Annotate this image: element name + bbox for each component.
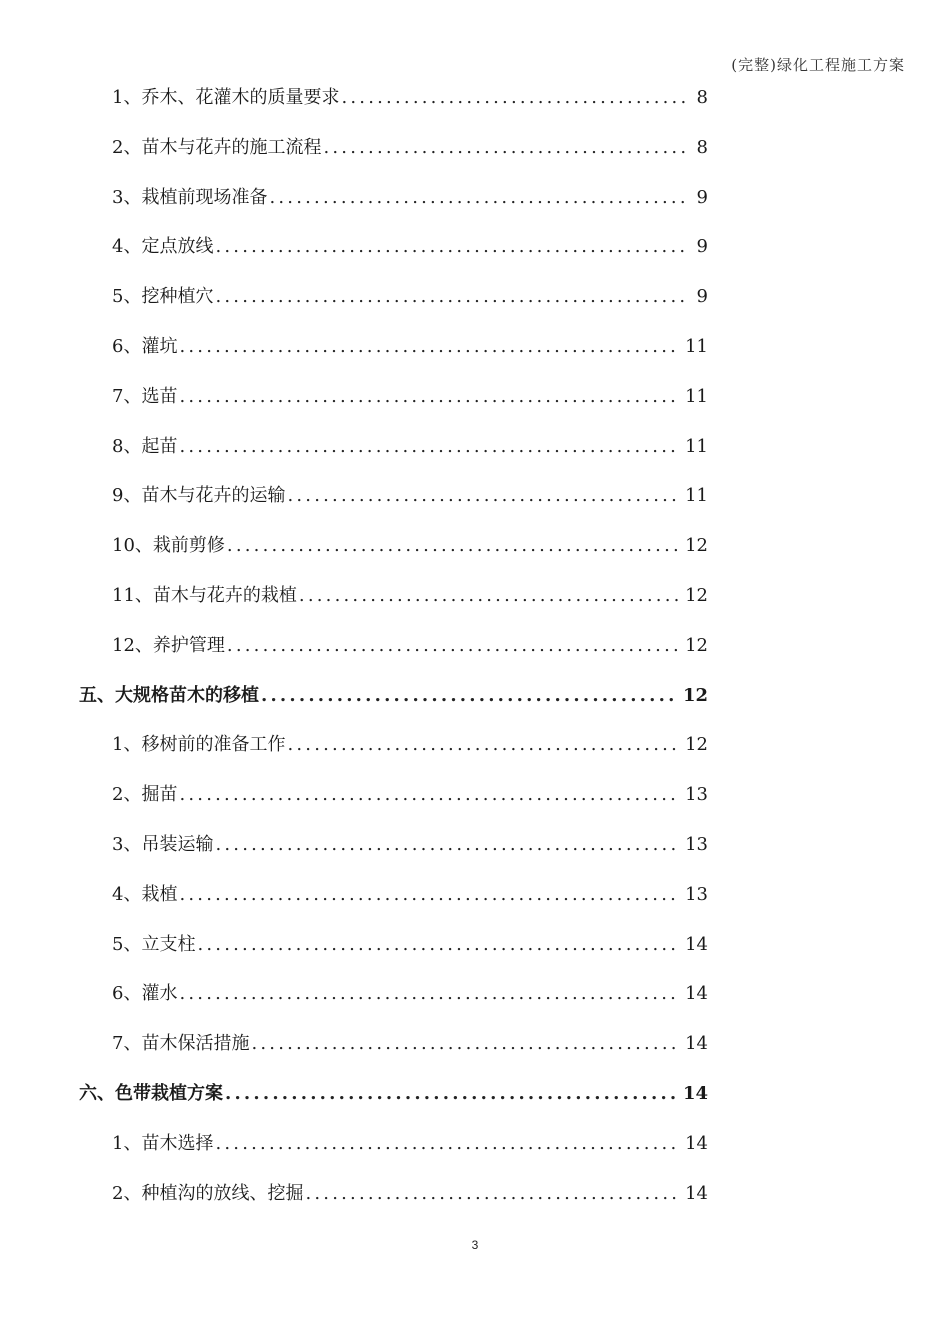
toc-leader-dots <box>179 436 679 457</box>
toc-entry[interactable] <box>112 730 708 760</box>
toc-section-entry[interactable] <box>79 1079 708 1109</box>
toc-entry-title: 1、乔木、花灌木的质量要求 <box>112 87 340 108</box>
toc-section-entry[interactable] <box>79 681 708 711</box>
toc-leader-dots <box>215 236 690 257</box>
toc-leader-dots <box>179 784 679 805</box>
toc-entry-title: 六、色带栽植方案 <box>79 1083 223 1104</box>
toc-entry[interactable] <box>112 581 708 611</box>
toc-entry-page: 13 <box>685 883 708 905</box>
toc-entry-title: 10、栽前剪修 <box>112 535 225 557</box>
toc-entry[interactable] <box>112 332 708 362</box>
toc-leader-dots <box>251 1033 679 1054</box>
toc-entry[interactable] <box>112 830 708 860</box>
toc-entry-title: 11、苗木与花卉的栽植 <box>112 585 297 606</box>
toc-entry-title: 12、养护管理 <box>112 634 225 656</box>
toc-entry[interactable] <box>112 133 708 163</box>
toc-entry[interactable] <box>112 382 708 412</box>
toc-entry-page: 12 <box>682 684 708 706</box>
toc-entry-title: 2、苗木与花卉的施工流程 <box>112 136 322 158</box>
toc-entry-title: 2、掘苗 <box>112 784 178 806</box>
toc-leader-dots <box>227 535 679 556</box>
toc-entry-title: 7、苗木保活措施 <box>112 1033 250 1055</box>
toc-entry[interactable] <box>112 481 708 511</box>
toc-leader-dots <box>215 286 690 307</box>
toc-entry[interactable] <box>112 282 708 312</box>
toc-entry-page: 14 <box>685 1182 708 1204</box>
toc-entry[interactable] <box>112 183 708 213</box>
toc-entry[interactable] <box>112 631 708 661</box>
toc-entry-page: 13 <box>685 784 708 806</box>
toc-entry-page: 8 <box>696 136 708 158</box>
toc-entry-title: 五、大规格苗木的移植 <box>79 684 259 706</box>
toc-entry-page: 9 <box>696 286 708 308</box>
toc-entry-page: 12 <box>685 585 708 606</box>
toc-entry-page: 9 <box>696 236 708 258</box>
toc-leader-dots <box>215 834 679 855</box>
toc-entry-page: 14 <box>685 983 708 1005</box>
toc-leader-dots <box>179 983 679 1004</box>
toc-leader-dots <box>287 734 679 755</box>
toc-entry-title: 3、栽植前现场准备 <box>112 186 268 208</box>
toc-entry-title: 6、灌水 <box>112 983 178 1005</box>
toc-entry-title: 1、移树前的准备工作 <box>112 734 286 756</box>
toc-entry[interactable] <box>112 979 708 1009</box>
toc-entry-page: 13 <box>685 834 708 855</box>
toc-entry-title: 1、苗木选择 <box>112 1132 214 1154</box>
toc-entry-page: 12 <box>685 634 708 656</box>
toc-entry-title: 2、种植沟的放线、挖掘 <box>112 1182 304 1204</box>
toc-leader-dots <box>299 585 679 606</box>
toc-entry-title: 4、栽植 <box>112 883 178 905</box>
toc-entry[interactable] <box>112 1179 708 1209</box>
toc-leader-dots <box>269 187 690 208</box>
toc-entry-title: 4、定点放线 <box>112 236 214 258</box>
toc-entry[interactable] <box>112 83 708 113</box>
toc-leader-dots <box>323 137 690 158</box>
toc-entry-page: 14 <box>682 1083 708 1104</box>
toc-entry-title: 9、苗木与花卉的运输 <box>112 485 286 507</box>
toc-leader-dots <box>225 1083 677 1104</box>
toc-entry-title: 8、起苗 <box>112 435 178 457</box>
toc-entry[interactable] <box>112 930 708 960</box>
toc-entry[interactable] <box>112 1029 708 1059</box>
toc-entry[interactable] <box>112 780 708 810</box>
toc-entry[interactable] <box>112 232 708 262</box>
toc-entry[interactable] <box>112 432 708 462</box>
toc-leader-dots <box>261 685 677 706</box>
toc-entry-title: 5、立支柱 <box>112 933 196 955</box>
toc-entry[interactable] <box>112 531 708 561</box>
toc-entry-page: 8 <box>696 87 708 108</box>
toc-entry-page: 14 <box>685 1132 708 1154</box>
toc-entry-title: 7、选苗 <box>112 385 178 407</box>
toc-entry-page: 11 <box>685 485 708 507</box>
toc-entry-page: 11 <box>685 385 708 407</box>
page-number: 3 <box>471 1238 479 1252</box>
toc-leader-dots <box>197 934 679 955</box>
toc-entry-page: 11 <box>685 336 708 357</box>
toc-entry-page: 12 <box>685 734 708 756</box>
toc-leader-dots <box>215 1133 679 1154</box>
toc-leader-dots <box>305 1183 679 1204</box>
toc-entry-title: 6、灌坑 <box>112 336 178 357</box>
toc-entry[interactable] <box>112 1129 708 1159</box>
toc-leader-dots <box>179 884 679 905</box>
document-header: (完整)绿化工程施工方案 <box>731 56 905 74</box>
toc-entry-page: 9 <box>696 186 708 208</box>
toc-entry[interactable] <box>112 880 708 910</box>
toc-leader-dots <box>227 635 679 656</box>
toc-entry-page: 14 <box>685 933 708 955</box>
toc-entry-title: 3、吊装运输 <box>112 834 214 855</box>
toc-entry-page: 11 <box>685 435 708 457</box>
toc-entry-title: 5、挖种植穴 <box>112 286 214 308</box>
toc-entry-page: 14 <box>685 1033 708 1055</box>
toc-leader-dots <box>287 485 679 506</box>
toc-leader-dots <box>179 336 679 357</box>
toc-leader-dots <box>179 386 679 407</box>
toc-entry-page: 12 <box>685 535 708 557</box>
toc-leader-dots <box>341 87 690 108</box>
